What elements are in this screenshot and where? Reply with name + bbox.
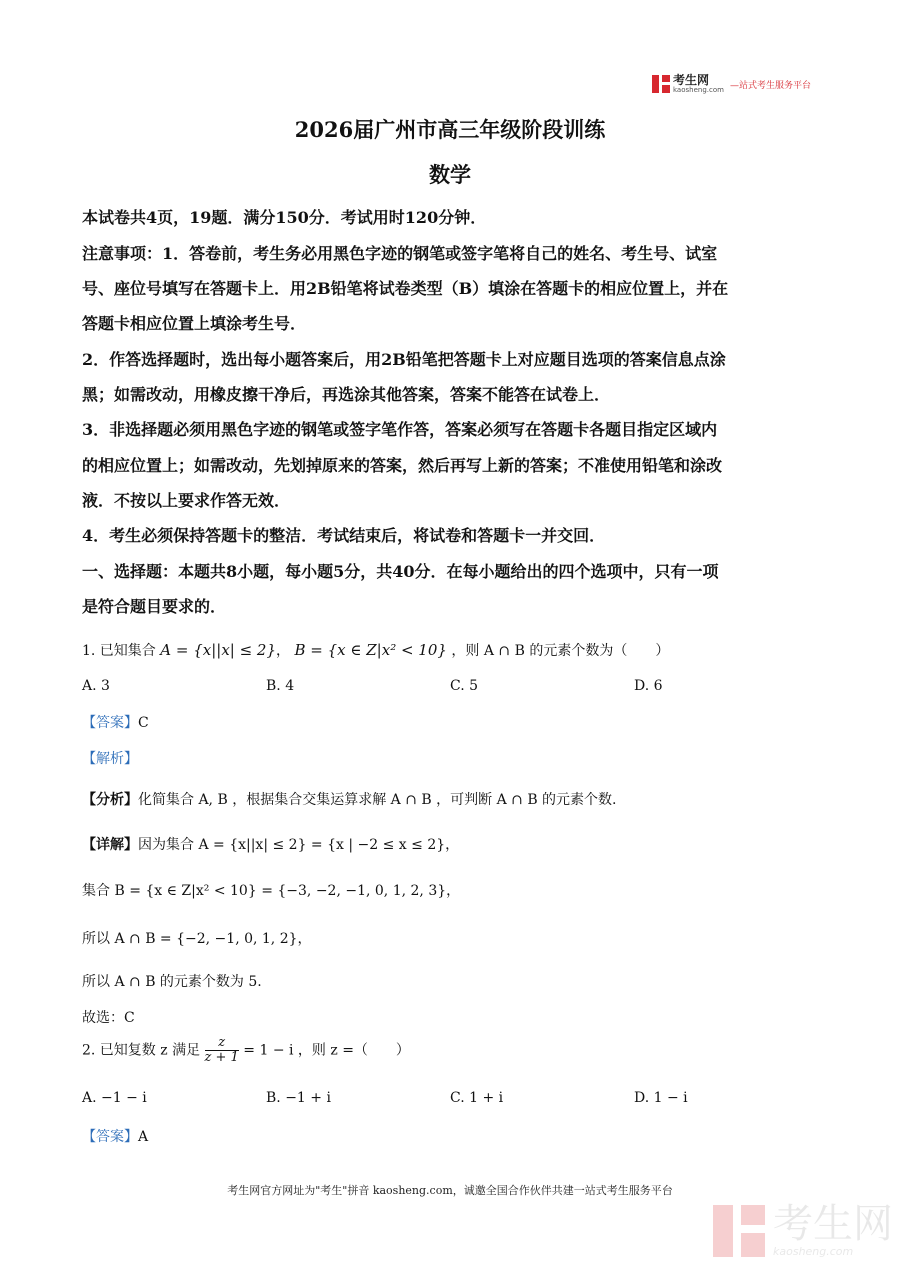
logo-name: 考生网 — [673, 73, 710, 87]
notice-line: 4．考生必须保持答题卡的整洁．考试结束后，将试卷和答题卡一并交回． — [82, 526, 606, 545]
question-1-stem: 1. 已知集合 A = {x||x| ≤ 2}， B = {x ∈ Z|x² < 10} ，则 A ∩ B 的元素个数为（ ） — [82, 641, 670, 659]
watermark-logo-icon — [713, 1205, 765, 1257]
set-a: A = {x||x| ≤ 2} — [160, 641, 277, 659]
analysis-tag: 【解析】 — [82, 751, 138, 767]
detail-line: 集合 B = {x ∈ Z|x² < 10} = {−3, −2, −1, 0, 1, 2, 3}， — [82, 883, 461, 899]
notice-line: 黑；如需改动，用橡皮擦干净后，再选涂其他答案，答案不能答在试卷上． — [82, 385, 611, 404]
intro-line: 本试卷共4页，19题．满分150分．考试用时120分钟． — [82, 208, 487, 227]
notice-line: 2．作答选择题时，选出每小题答案后，用2B铅笔把答题卡上对应题目选项的答案信息点涂 — [82, 350, 726, 369]
option-b: B. −1 + i — [266, 1090, 331, 1106]
choose-line: 故选：C — [82, 1010, 135, 1026]
answer-tag: 【答案】 — [82, 1129, 138, 1145]
notice-line: 液．不按以上要求作答无效． — [82, 491, 291, 510]
option-b: B. 4 — [266, 678, 295, 694]
header-logo — [652, 72, 811, 96]
analysis-line: 【分析】化简集合 A, B ，根据集合交集运算求解 A ∩ B ，可判断 A ∩ B 的元素个数. — [82, 792, 617, 808]
logo-icon — [652, 75, 670, 93]
logo-domain: kaosheng.com — [673, 86, 724, 94]
notice-line: 答题卡相应位置上填涂考生号． — [82, 314, 307, 333]
answer-tag: 【答案】 — [82, 715, 138, 731]
page-title: 2026届广州市高三年级阶段训练 — [294, 117, 606, 142]
watermark — [713, 1203, 893, 1258]
answer-line: 【答案】C — [82, 715, 149, 731]
option-d: D. 6 — [634, 678, 663, 694]
set-b: B = {x ∈ Z|x² < 10} — [294, 641, 447, 659]
question-2-stem: 2. 已知复数 z 满足 $\frac{z}{z + 1}$ = 1 − i ，则 z =（ ） — [82, 1035, 410, 1065]
option-a: A. 3 — [82, 678, 110, 694]
notice-line: 的相应位置上；如需改动，先划掉原来的答案，然后再写上新的答案；不准使用铅笔和涂改 — [82, 456, 723, 475]
detail-line: 【详解】因为集合 A = {x||x| ≤ 2} = {x | −2 ≤ x ≤ 2}， — [82, 837, 460, 853]
section-heading: 是符合题目要求的． — [82, 597, 227, 616]
notice-line: 注意事项：1．答卷前，考生务必用黑色字迹的钢笔或签字笔将自己的姓名、考生号、试室 — [82, 244, 718, 263]
section-heading: 一、选择题：本题共8小题，每小题5分，共40分．在每小题给出的四个选项中，只有一项 — [82, 562, 719, 581]
notice-line: 3．非选择题必须用黑色字迹的钢笔或签字笔作答，答案必须写在答题卡各题目指定区域内 — [82, 420, 718, 439]
fraction: $\frac{z}{z + 1}$ — [204, 1035, 239, 1065]
answer-line: 【答案】A — [82, 1129, 149, 1145]
option-c: C. 5 — [450, 678, 479, 694]
detail-line: 所以 A ∩ B 的元素个数为 5. — [82, 974, 262, 990]
watermark-domain: kaosheng.com — [773, 1245, 854, 1258]
option-c: C. 1 + i — [450, 1090, 504, 1106]
logo-slogan: —站式考生服务平台 — [729, 80, 811, 91]
option-a: A. −1 − i — [82, 1090, 147, 1106]
notice-line: 号、座位号填写在答题卡上．用2B铅笔将试卷类型（B）填涂在答题卡的相应位置上，并在 — [82, 279, 729, 298]
watermark-name: 考生网 — [773, 1201, 893, 1247]
detail-line: 所以 A ∩ B = {−2, −1, 0, 1, 2}， — [82, 931, 312, 947]
subject-title: 数学 — [429, 162, 471, 187]
option-d: D. 1 − i — [634, 1090, 688, 1106]
page-footer: 考生网官方网址为"考生"拼音 kaosheng.com，诚邀全国合作伙伴共建一站式考生服务平台 — [227, 1184, 673, 1197]
